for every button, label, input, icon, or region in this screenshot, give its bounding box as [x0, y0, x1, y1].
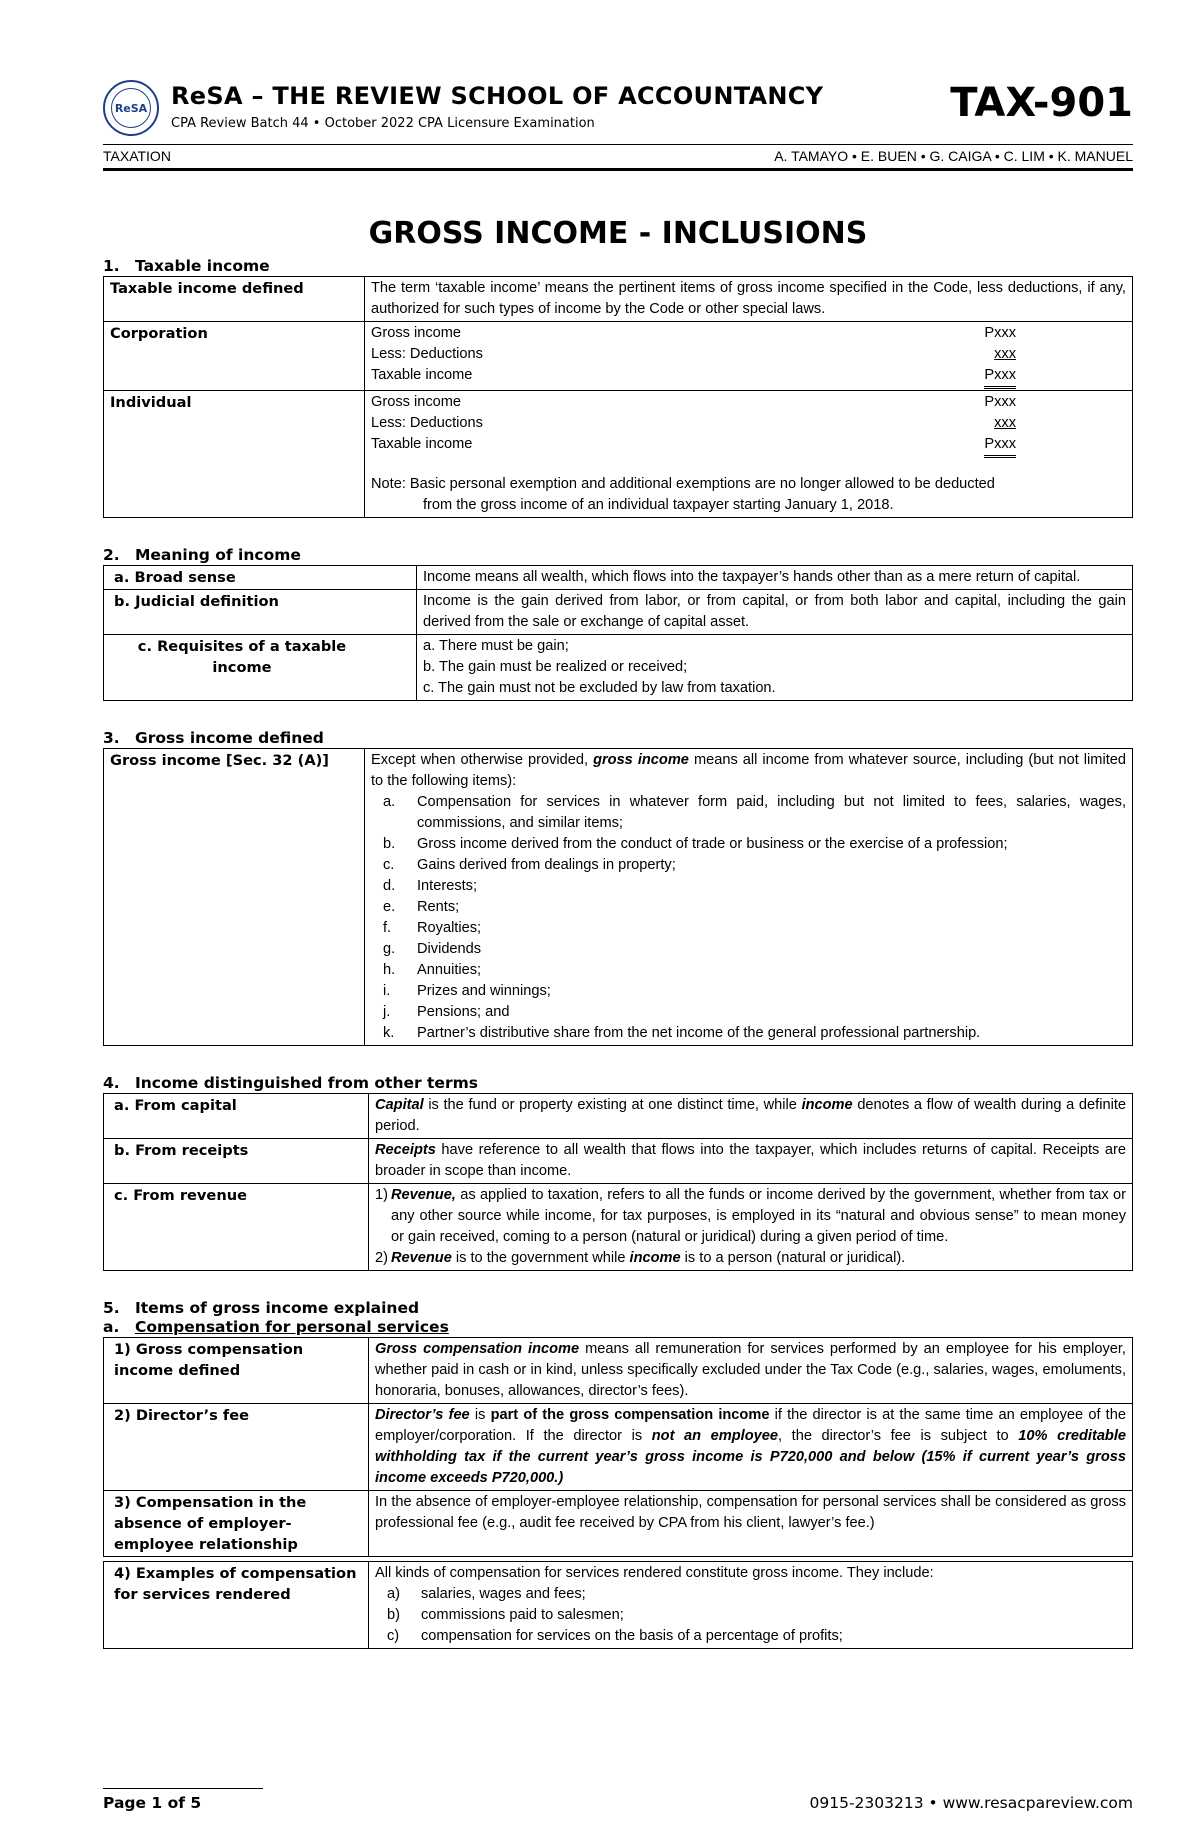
- taxable-income-table: [103, 276, 1133, 518]
- row-label: Corporation: [104, 322, 365, 391]
- list-item: j. Pensions; and: [383, 1004, 510, 1020]
- table-row: [104, 391, 1133, 518]
- row-body: Gross compensation income means all remuneration for services performed by an employee for his employer, whether paid in cash or in kind, unless specifically excluded under the Tax Code (e.g., salaries, wages, emoluments, honoraria, bonuses, allowances, director’s fees).: [369, 1338, 1133, 1404]
- school-name: ReSA – THE REVIEW SCHOOL OF ACCOUNTANCY: [171, 82, 824, 110]
- row-body: 1) Revenue, as applied to taxation, refers to all the funds or income derived by the government, whether from tax or any other source while income, for tax purposes, is employed in its “natural and obvious sense” to mean money or gain received, coming to a person (natural or juridical) during a given period of time. 2) Revenue is to the government while income is to a person (natural or juridical).: [369, 1184, 1133, 1271]
- table-row: [104, 1491, 1133, 1557]
- row-body: The term ‘taxable income’ means the pertinent items of gross income specified in the Code, less deductions, if any, authorized for such types of income by the Code or other special laws.: [365, 277, 1133, 322]
- table-row: [104, 635, 1133, 701]
- section-heading: 4. Income distinguished from other terms: [103, 1074, 478, 1092]
- table-row: [104, 566, 1133, 590]
- row-label: c. Requisites of a taxable income: [104, 635, 417, 701]
- subject: TAXATION: [103, 148, 171, 164]
- table-row: [104, 749, 1133, 1046]
- list-item: g. Dividends: [383, 941, 482, 957]
- contact-info: 0915-2303213 • www.resacpareview.com: [809, 1794, 1133, 1812]
- section-heading: 1. Taxable income: [103, 257, 270, 275]
- row-body: Director’s fee is part of the gross compensation income if the director is at the same time an employee of the employer/corporation. If the director is not an employee, the director’s fee is subject to 10% creditable withholding tax if the current year’s gross income is P720,000 and below (15% if current year’s gross income exceeds P720,000.): [369, 1404, 1133, 1491]
- list-item: h. Annuities;: [383, 962, 482, 978]
- row-body: [417, 635, 1133, 701]
- page-number: Page 1 of 5: [103, 1794, 202, 1812]
- document-code: TAX-901: [950, 80, 1133, 126]
- row-body: Except when otherwise provided, gross income means all income from whatever source, including (but not limited to the following items): a. Compensation for services in whatever form paid, including but not limited to fees, salaries, wages, commissions, and similar items; b. Gross income derived from the conduct of trade or business or the exercise of a profession; c. Gains derived from dealings in property; d. Interests; e. Rents; f. Royalties; g. Dividends h. Annuities; i. Prizes and winnings; j. Pensions; and k. Partner’s distributive share from the net income of the general professional partnership.: [365, 749, 1133, 1046]
- list-item: d. Interests;: [383, 878, 478, 894]
- list-item: c. The gain must not be excluded by law from taxation.: [423, 680, 776, 696]
- row-body: Receipts have reference to all wealth that flows into the taxpayer, which includes returns of capital. Receipts are broader in scope than income.: [369, 1139, 1133, 1184]
- section-heading: 2. Meaning of income: [103, 546, 301, 564]
- row-body: Gross income Pxxx Less: Deductions xxx Taxable income Pxxx: [365, 322, 1133, 391]
- compensation-examples-table: [103, 1561, 1133, 1649]
- row-label: 4) Examples of compensation for services rendered: [104, 1562, 369, 1649]
- row-label: b. Judicial definition: [104, 590, 417, 635]
- gross-income-table: [103, 748, 1133, 1046]
- list-item: a) salaries, wages and fees;: [387, 1586, 586, 1602]
- authors: A. TAMAYO • E. BUEN • G. CAIGA • C. LIM • K. MANUEL: [774, 148, 1133, 164]
- list-item: f. Royalties;: [383, 920, 482, 936]
- row-body: Income is the gain derived from labor, or from capital, or from both labor and capital, including the gain derived from the sale or exchange of capital asset.: [417, 590, 1133, 635]
- list-item: a. There must be gain;: [423, 638, 569, 654]
- row-label: 1) Gross compensation income defined: [104, 1338, 369, 1404]
- school-logo: [103, 80, 159, 136]
- page-header: [103, 70, 1133, 164]
- table-row: [104, 1338, 1133, 1404]
- section-heading: 5. Items of gross income explained: [103, 1299, 420, 1317]
- row-label: Gross income [Sec. 32 (A)]: [104, 749, 365, 1046]
- examples-list: [375, 1584, 1126, 1647]
- header-divider: [103, 144, 1133, 145]
- document-page: [103, 70, 1133, 1649]
- table-row: [104, 590, 1133, 635]
- logo-text: ReSA: [111, 88, 151, 128]
- table-row: [104, 322, 1133, 391]
- table-row: [104, 277, 1133, 322]
- table-row: [104, 1139, 1133, 1184]
- row-label: c. From revenue: [104, 1184, 369, 1271]
- table-row: [104, 1094, 1133, 1139]
- row-label: 2) Director’s fee: [104, 1404, 369, 1491]
- row-body: All kinds of compensation for services rendered constitute gross income. They include: a) salaries, wages and fees; b) commissions paid to salesmen; c) compensation for services on the basis of a percentage of profits;: [369, 1562, 1133, 1649]
- note-continued: from the gross income of an individual taxpayer starting January 1, 2018.: [423, 497, 894, 513]
- meaning-of-income-table: [103, 565, 1133, 701]
- list-item: b. Gross income derived from the conduct of trade or business or the exercise of a profession;: [383, 836, 1008, 852]
- income-items-list: [371, 792, 1126, 1044]
- row-body: Income means all wealth, which flows into the taxpayer’s hands other than as a mere return of capital.: [417, 566, 1133, 590]
- note: Note: Basic personal exemption and additional exemptions are no longer allowed to be deducted: [371, 476, 995, 492]
- subheader: [103, 148, 1133, 164]
- row-label: b. From receipts: [104, 1139, 369, 1184]
- list-item: b) commissions paid to salesmen;: [387, 1607, 624, 1623]
- subheader-divider: [103, 168, 1133, 171]
- row-label: a. From capital: [104, 1094, 369, 1139]
- row-body: Capital is the fund or property existing at one distinct time, while income denotes a flow of wealth during a definite period.: [369, 1094, 1133, 1139]
- row-label: Individual: [104, 391, 365, 518]
- list-item: b. The gain must be realized or received;: [423, 659, 688, 675]
- list-item: e. Rents;: [383, 899, 460, 915]
- batch-info: CPA Review Batch 44 • October 2022 CPA Licensure Examination: [171, 116, 595, 131]
- table-row: [104, 1184, 1133, 1271]
- row-body: Gross income Pxxx Less: Deductions xxx Taxable income Pxxx Note: Basic personal exemption and additional exemptions are no longer allowed to be deducted from the gross income of an individual taxpayer starting January 1, 2018.: [365, 391, 1133, 518]
- page-footer: [103, 1794, 1133, 1812]
- table-row: [104, 1404, 1133, 1491]
- section-heading: 3. Gross income defined: [103, 729, 324, 747]
- row-label: a. Broad sense: [104, 566, 417, 590]
- row-label: 3) Compensation in the absence of employer-employee relationship: [104, 1491, 369, 1557]
- list-item: i. Prizes and winnings;: [383, 983, 551, 999]
- footer-divider: [103, 1788, 263, 1789]
- row-body: In the absence of employer-employee relationship, compensation for personal services shall be considered as gross professional fee (e.g., audit fee received by CPA from his client, lawyer’s fee.): [369, 1491, 1133, 1557]
- list-item: c) compensation for services on the basis of a percentage of profits;: [387, 1628, 843, 1644]
- list-item: c. Gains derived from dealings in property;: [383, 857, 676, 873]
- list-item: k. Partner’s distributive share from the net income of the general professional partnership.: [383, 1025, 981, 1041]
- page-title: GROSS INCOME - INCLUSIONS: [368, 216, 868, 251]
- subsection-heading: a. Compensation for personal services: [103, 1318, 449, 1336]
- compensation-table: [103, 1337, 1133, 1557]
- row-label: Taxable income defined: [104, 277, 365, 322]
- list-item: a. Compensation for services in whatever form paid, including but not limited to fees, salaries, wages, commissions, and similar items;: [383, 794, 1126, 831]
- table-row: [104, 1562, 1133, 1649]
- income-distinguished-table: [103, 1093, 1133, 1271]
